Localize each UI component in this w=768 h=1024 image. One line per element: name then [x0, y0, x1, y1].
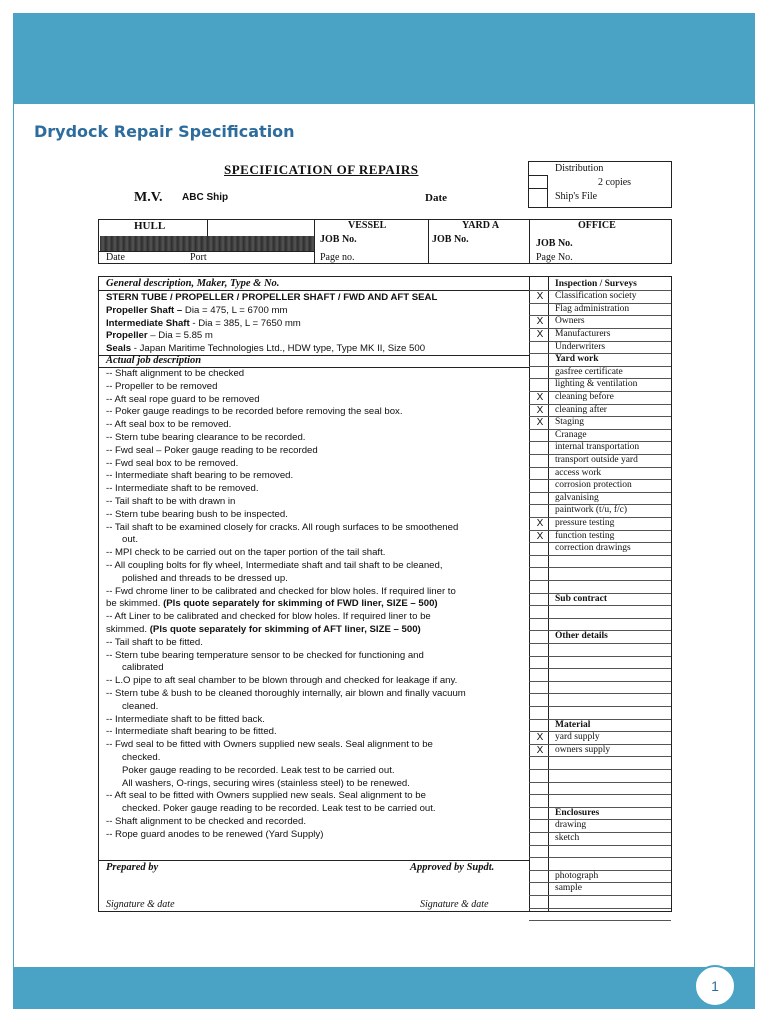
job-line: -- Intermediate shaft bearing to be fitted. [106, 726, 277, 738]
checklist-row-line [529, 908, 671, 909]
checklist-row-line [529, 782, 671, 783]
job-line: -- Fwd seal to be fitted with Owners supplied new seals. Seal alignment to be [106, 739, 433, 751]
checklist-item-label: paintwork (t/u, f/c) [555, 505, 628, 516]
spec-line [106, 330, 213, 341]
signature-left: Signature & date [106, 899, 175, 910]
info-divider [529, 219, 530, 264]
checklist-row-line [529, 416, 671, 417]
checklist-item-label: Flag administration [555, 303, 630, 314]
checklist-item-label: Classification society [555, 291, 637, 302]
checklist-section-heading: Enclosures [555, 807, 600, 818]
checklist-row-line [529, 819, 671, 820]
row-divider [98, 860, 529, 861]
checklist-row-line [529, 882, 671, 883]
vessel-job-no: JOB No. [320, 234, 357, 245]
job-line: -- Propeller to be removed [106, 380, 218, 392]
checklist-section-heading: Sub contract [555, 593, 607, 604]
quote-note: (Pls quote separately for skimming of FWD liner, SIZE – 500) [163, 598, 438, 610]
checklist-item-label: corrosion protection [555, 480, 632, 491]
checklist-item-label: owners supply [555, 744, 611, 755]
job-line: -- Shaft alignment to be checked [106, 368, 245, 379]
checklist-row-line [529, 656, 671, 657]
job-line: -- Stern tube & bush to be cleaned thoroughly internally, air blown and finally vacuum [106, 688, 466, 699]
job-line: -- Rope guard anodes to be renewed (Yard Supply) [106, 828, 324, 840]
spec-line [106, 343, 425, 354]
job-line: checked. Poker gauge reading to be recorded. Leak test to be carried out. [106, 803, 436, 815]
checklist-item-label: photograph [555, 870, 599, 881]
job-text: be skimmed. [106, 598, 164, 610]
checklist-item-label: lighting & ventilation [555, 379, 638, 390]
checklist-row-line [529, 719, 671, 720]
date-label: Date [425, 192, 447, 204]
checklist-item-label: pressure testing [555, 517, 615, 528]
prepared-by: Prepared by [106, 862, 159, 873]
checklist-row-line [529, 567, 671, 568]
checkbox-mark: X [536, 391, 544, 403]
distribution-copies: 2 copies [598, 177, 632, 188]
checklist-row-line [529, 731, 671, 732]
checklist-row-line [529, 857, 671, 858]
checkbox-mark: X [536, 316, 544, 328]
spec-value: - Japan Maritime Technologies Ltd., HDW type, Type MK II, Size 500 [131, 342, 426, 354]
job-line: -- Aft seal box to be removed. [106, 419, 232, 431]
checklist-row-line [529, 794, 671, 795]
job-line: -- Tail shaft to be with drawn in [106, 496, 236, 507]
checklist-row-line [529, 353, 671, 354]
job-line: -- Stern tube bearing temperature sensor to be checked for functioning and [106, 649, 424, 661]
checklist-section-heading: Other details [555, 631, 608, 642]
info-divider [428, 219, 429, 264]
checkbox-mark: X [536, 530, 544, 542]
job-line [106, 624, 421, 635]
checkbox-mark: X [536, 404, 544, 416]
spec-value: Dia = 475, L = 6700 mm [182, 305, 288, 316]
checklist-row-line [529, 693, 671, 694]
port-field: Port [190, 252, 207, 263]
spec-label: Propeller [106, 330, 148, 341]
checklist-row-line [529, 429, 671, 430]
checklist-item-label: sketch [555, 832, 580, 843]
job-line: -- Shaft alignment to be checked and recorded. [106, 816, 306, 827]
checklist-item-label: function testing [555, 530, 615, 541]
checklist-row-line [529, 920, 671, 921]
spec-line [106, 318, 301, 329]
distribution-ships-file: Ship's File [555, 191, 598, 202]
column-divider [548, 276, 549, 912]
document-title: SPECIFICATION OF REPAIRS [224, 162, 419, 177]
job-line: -- Intermediate shaft to be fitted back. [106, 713, 265, 725]
date-field: Date [106, 252, 125, 263]
spec-label: Intermediate Shaft [106, 317, 190, 329]
checklist-row-line [529, 845, 671, 846]
job-line: -- Stern tube bearing bush to be inspected. [106, 508, 288, 520]
office-page-no: Page No. [536, 252, 573, 263]
job-line: out. [106, 534, 138, 546]
checkbox-mark: X [536, 291, 544, 303]
checklist-item-label: correction drawings [555, 543, 631, 554]
checklist-item-label: cleaning after [555, 404, 607, 415]
checklist-row-line [529, 681, 671, 682]
checklist-item-label: sample [555, 883, 582, 894]
checklist-row-line [529, 492, 671, 493]
checklist-item-label: access work [555, 467, 602, 478]
job-line: checked. [106, 752, 161, 763]
checklist-item-label: Staging [555, 417, 585, 428]
redacted-bar [100, 236, 314, 251]
yard-label: YARD A [462, 220, 500, 231]
checkbox-mark: X [536, 417, 544, 429]
job-line [106, 598, 438, 609]
info-divider [314, 219, 315, 264]
checklist-section-heading: Inspection / Surveys [555, 278, 637, 289]
checkbox-mark: X [536, 517, 544, 529]
checklist-item-label: Cranage [555, 429, 587, 440]
row-divider [98, 290, 529, 291]
job-line: -- Aft Liner to be calibrated and checked for blow holes. If required liner to be [106, 611, 431, 623]
footer-band [13, 967, 755, 1009]
job-line: -- Fwd seal – Poker gauge reading to be recorded [106, 444, 318, 456]
distribution-checkbox [528, 175, 548, 189]
job-line: -- All coupling bolts for fly wheel, Intermediate shaft and tail shaft to be cleaned, [106, 560, 443, 571]
header-band [13, 13, 755, 104]
checklist-item-label: gasfree certificate [555, 366, 623, 377]
job-line: -- Intermediate shaft bearing to be removed. [106, 470, 294, 482]
quote-note: (Pls quote separately for skimming of AFT liner, SIZE – 500) [149, 624, 421, 635]
checklist-row-line [529, 668, 671, 669]
vessel-page-no: Page no. [320, 252, 355, 263]
checkbox-mark: X [536, 732, 544, 744]
checklist-row-line [529, 580, 671, 581]
mv-label: M.V. [134, 190, 163, 205]
checklist-row-line [529, 605, 671, 606]
office-label: OFFICE [578, 220, 616, 231]
actual-heading: Actual job description [106, 355, 202, 366]
checklist-item-label: galvanising [555, 492, 599, 503]
hull-label: HULL [134, 220, 166, 232]
spec-label: Propeller Shaft – [106, 305, 183, 316]
vessel-label: VESSEL [348, 220, 387, 231]
ship-name: ABC Ship [182, 192, 229, 203]
distribution-title: Distribution [555, 163, 604, 174]
approved-by: Approved by Supdt. [410, 862, 495, 873]
checklist-row-line [529, 643, 671, 644]
checklist-item-label: internal transportation [555, 442, 640, 453]
job-line: -- Poker gauge readings to be recorded before removing the seal box. [106, 406, 403, 418]
checklist-row-line [529, 618, 671, 619]
yard-job-no: JOB No. [432, 234, 469, 245]
checklist-row-line [529, 555, 671, 556]
checkbox-mark: X [536, 328, 544, 340]
slide-title: Drydock Repair Specification [34, 122, 295, 141]
checklist-item-label: Manufacturers [555, 328, 611, 339]
spec-line [106, 305, 288, 316]
job-line: calibrated [106, 662, 164, 674]
page-number-badge: 1 [694, 965, 736, 1007]
job-line: -- Aft seal rope guard to be removed [106, 393, 260, 405]
checklist-item-label: drawing [555, 820, 587, 831]
checklist-section-heading: Yard work [555, 354, 599, 365]
spec-value: – Dia = 5.85 m [147, 330, 213, 341]
job-line: -- Stern tube bearing clearance to be recorded. [106, 432, 306, 443]
job-line: -- Tail shaft to be fitted. [106, 636, 203, 648]
checklist-item-label: yard supply [555, 732, 600, 743]
checklist-row-line [529, 769, 671, 770]
checklist-item-label: transport outside yard [555, 454, 638, 465]
job-line: All washers, O-rings, securing wires (stainless steel) to be renewed. [106, 777, 410, 789]
checklist-row-line [529, 807, 671, 808]
job-line: -- Fwd seal box to be removed. [106, 457, 239, 469]
distribution-checkbox [528, 189, 548, 208]
spec-value: - Dia = 385, L = 7650 mm [189, 317, 301, 329]
job-line: -- Fwd chrome liner to be calibrated and checked for blow holes. If required liner to [106, 585, 456, 597]
checklist-row-line [529, 832, 671, 833]
job-line: -- Intermediate shaft to be removed. [106, 483, 259, 495]
job-line: polished and threads to be dressed up. [106, 572, 288, 584]
job-line: cleaned. [106, 700, 159, 712]
checklist-row-line [529, 895, 671, 896]
checklist-item-label: Owners [555, 316, 585, 327]
job-line: -- Tail shaft to be examined closely for cracks. All rough surfaces to be smoothened [106, 521, 459, 533]
checklist-item-label: cleaning before [555, 391, 614, 402]
column-divider [529, 276, 530, 912]
checklist-row-line [529, 315, 671, 316]
checklist-row-line [529, 756, 671, 757]
job-line: -- Aft seal to be fitted with Owners supplied new seals. Seal alignment to be [106, 790, 426, 802]
checklist-row-line [529, 706, 671, 707]
main-description: STERN TUBE / PROPELLER / PROPELLER SHAFT / FWD AND AFT SEAL [106, 292, 438, 303]
general-heading: General description, Maker, Type & No. [106, 278, 280, 289]
checkbox-mark: X [536, 744, 544, 756]
job-text: skimmed. [106, 624, 150, 635]
office-job-no: JOB No. [536, 238, 573, 249]
checklist-row-line [529, 870, 671, 871]
checklist-section-heading: Material [555, 719, 591, 730]
job-line: Poker gauge reading to be recorded. Leak test to be carried out. [106, 764, 395, 776]
signature-right: Signature & date [420, 899, 489, 910]
job-line: -- L.O pipe to aft seal chamber to be blown through and checked for leakage if any. [106, 675, 458, 687]
job-line: -- MPI check to be carried out on the taper portion of the tail shaft. [106, 547, 386, 559]
spec-label: Seals [106, 342, 132, 354]
checklist-item-label: Underwriters [555, 341, 606, 352]
